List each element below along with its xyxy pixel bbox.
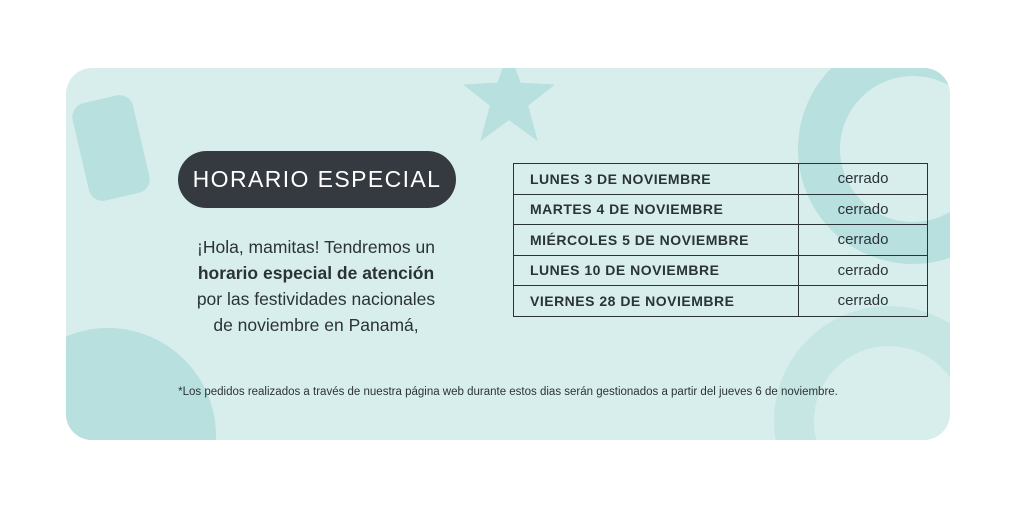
schedule-state: cerrado [799,164,928,195]
schedule-day: LUNES 3 DE NOVIEMBRE [514,164,799,195]
intro-line-2: horario especial de atención [197,263,435,283]
footnote-text: *Los pedidos realizados a través de nuestra página web durante estos dias serán gestionados a partir del jueves 6 de noviembre. [178,386,838,398]
promo-banner [66,68,950,440]
schedule-day: MARTES 4 DE NOVIEMBRE [514,194,799,225]
table-row [514,225,928,256]
intro-paragraph [156,234,476,338]
table-row [514,164,928,195]
schedule-table [513,163,928,317]
page-title [178,151,456,208]
table-row [514,255,928,286]
page-title-text: HORARIO ESPECIAL [192,166,442,192]
intro-line-3: por las festividades nacionales [196,289,436,309]
schedule-day: MIÉRCOLES 5 DE NOVIEMBRE [514,225,799,256]
table-row [514,286,928,317]
table-row [514,194,928,225]
intro-line-4: de noviembre en Panamá, [213,315,419,335]
schedule-state: cerrado [799,255,928,286]
banner-content [66,68,950,440]
schedule-state: cerrado [799,286,928,317]
intro-line-1: ¡Hola, mamitas! Tendremos un [197,237,435,257]
schedule-state: cerrado [799,225,928,256]
schedule-day: VIERNES 28 DE NOVIEMBRE [514,286,799,317]
schedule-state: cerrado [799,194,928,225]
schedule-day: LUNES 10 DE NOVIEMBRE [514,255,799,286]
